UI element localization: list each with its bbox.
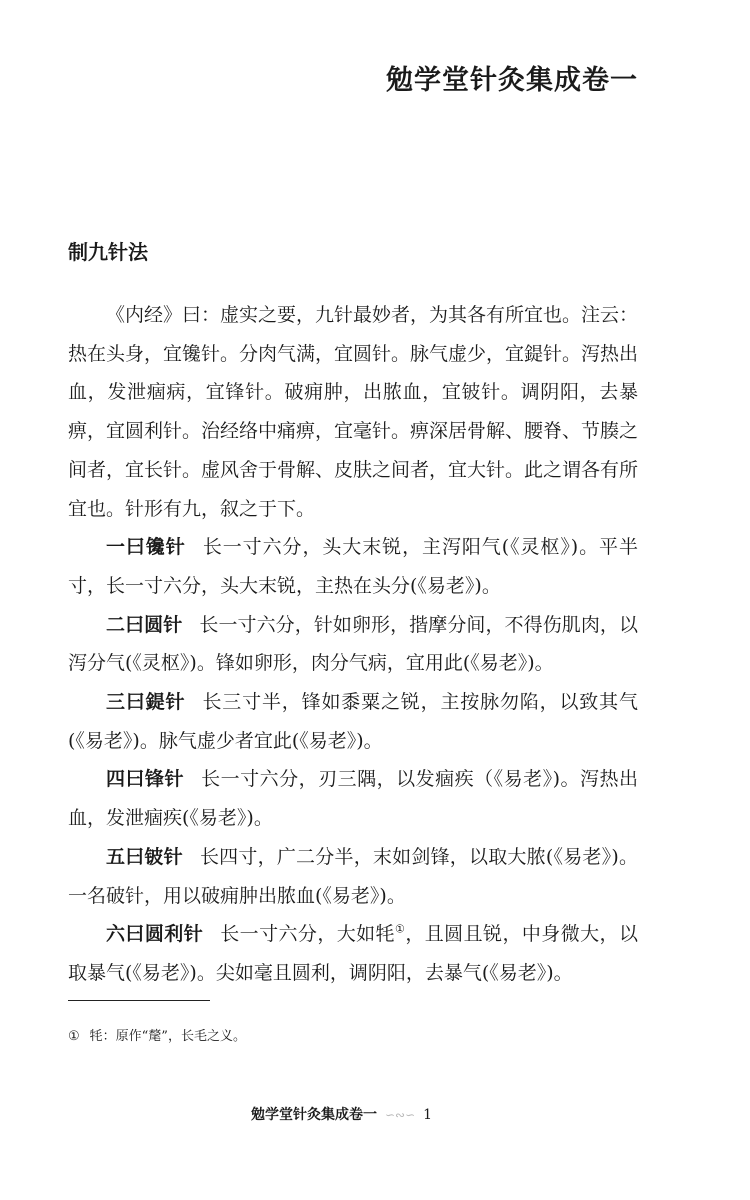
footnote-text: 牦：原作“氂”，长毛之义。 <box>89 1029 246 1044</box>
needle-description: 长一寸六分，刃三隅，以发痼疾（《易老》)。泻热出血，发泄痼疾(《易老》)。 <box>68 768 638 830</box>
needle-term: 五曰铍针 <box>106 845 183 868</box>
footnote-divider <box>68 1000 210 1001</box>
needle-term: 四曰锋针 <box>106 768 184 791</box>
footer-ornament-icon: ∽∾∽ <box>385 1108 416 1122</box>
needle-term: 二曰圆针 <box>106 613 183 636</box>
needle-description: 长一寸六分，大如牦 <box>220 923 396 946</box>
needle-entry-4 <box>68 760 638 837</box>
needle-description: 长一寸六分，针如卵形，揩摩分间，不得伤肌肉，以泻分气(《灵枢》)。锋如卵形，肉分气病，宜用此(《易老》)。 <box>68 613 638 675</box>
page-number: 1 <box>423 1107 433 1123</box>
body-text <box>68 296 638 993</box>
needle-term: 一曰镵针 <box>106 536 186 559</box>
needle-term: 三曰鍉针 <box>106 691 186 714</box>
needle-entry-3 <box>68 683 638 760</box>
footnote-reference[interactable]: ① <box>395 922 406 936</box>
needle-description: 长四寸，广二分半，末如剑锋，以取大脓(《易老》)。一名破针，用以破痈肿出脓血(《易老》)。 <box>68 845 638 907</box>
intro-paragraph: 《内经》曰：虚实之要，九针最妙者，为其各有所宜也。注云：热在头身，宜镵针。分肉气满，宜圆针。脉气虚少，宜鍉针。泻热出血，发泄痼病，宜锋针。破痈肿，出脓血，宜铍针。调阴阳，去暴痹，宜圆利针。治经络中痛痹，宜毫针。痹深居骨解、腰脊、节腠之间者，宜长针。虚风舍于骨解、皮肤之间者，宜大针。此之谓各有所宜也。针形有九，叙之于下。 <box>68 304 639 520</box>
footer-title: 勉学堂针灸集成卷一 <box>251 1107 377 1123</box>
needle-entry-6 <box>68 915 638 992</box>
needle-entry-2 <box>68 606 638 683</box>
chapter-title: 勉学堂针灸集成卷一 <box>386 65 638 96</box>
footnote-marker: ① <box>68 1029 80 1044</box>
needle-description-cont: ，且圆且锐，中身微大，以取暴气(《易老》)。尖如毫且圆利，调阴阳，去暴气(《易老》)。 <box>68 923 638 984</box>
needle-term: 六曰圆利针 <box>106 923 204 946</box>
needle-description: 长三寸半，锋如黍粟之锐，主按脉勿陷，以致其气(《易老》)。脉气虚少者宜此(《易老》)。 <box>68 691 638 752</box>
footnote <box>68 1025 246 1044</box>
needle-entry-5 <box>68 838 638 915</box>
running-footer <box>251 1104 432 1124</box>
needle-entry-1 <box>68 528 638 605</box>
section-heading: 制九针法 <box>68 240 148 264</box>
needle-description: 长一寸六分，头大末锐，主泻阳气(《灵枢》)。平半寸，长一寸六分，头大末锐，主热在头分(《易老》)。 <box>68 536 638 597</box>
